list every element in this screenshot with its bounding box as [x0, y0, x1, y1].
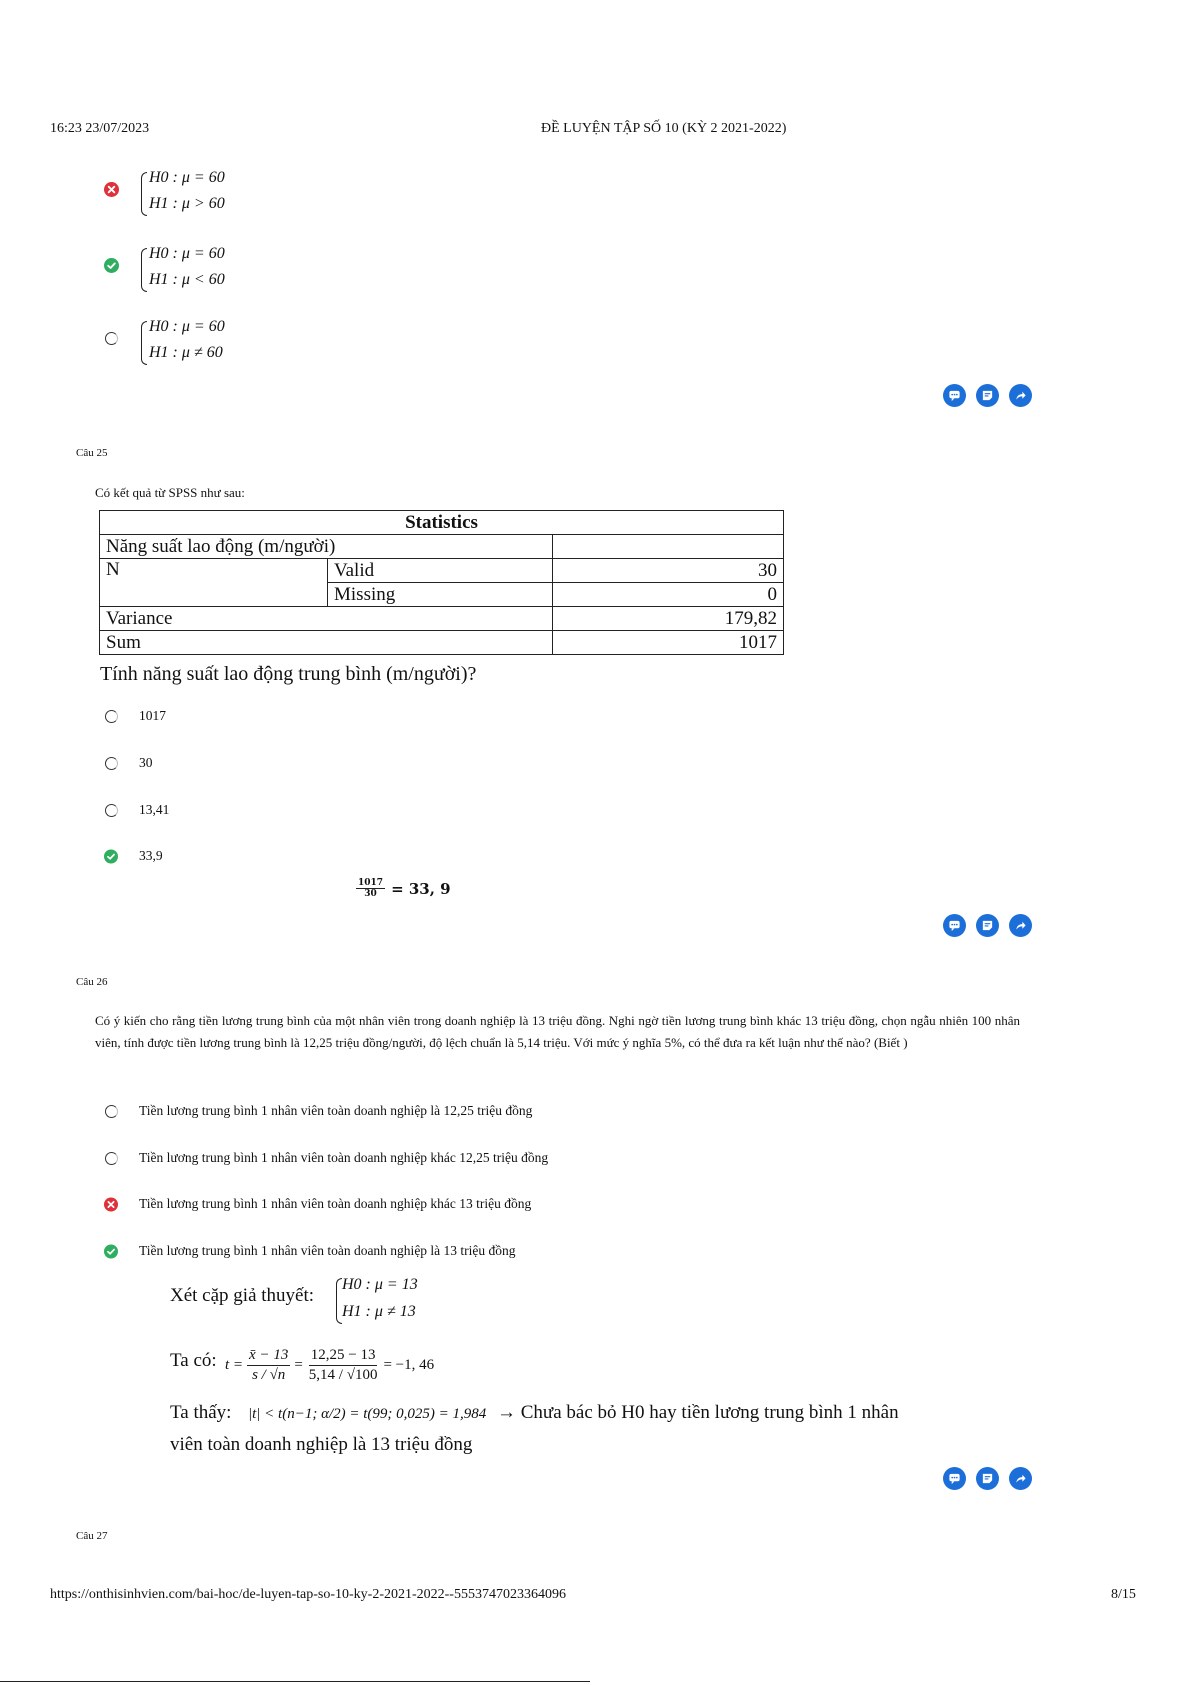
table-variable: Năng suất lao động (m/người) — [100, 535, 553, 559]
table-n-label: N — [100, 559, 328, 607]
q25-actions — [943, 914, 1032, 937]
wrong-icon — [104, 182, 119, 202]
q26-option-3[interactable] — [104, 1191, 531, 1217]
correct-icon — [104, 849, 118, 863]
option-text: Tiền lương trung bình 1 nhân viên toàn doanh nghiệp khác 13 triệu đồng — [139, 1196, 532, 1211]
print-datetime: 16:23 23/07/2023 — [50, 121, 150, 136]
t-num2: 12,25 − 13 — [309, 1346, 378, 1366]
share-icon[interactable] — [1009, 1467, 1032, 1490]
q26-option-2[interactable] — [104, 1145, 548, 1171]
comment-icon[interactable] — [943, 384, 966, 407]
option-text: Tiền lương trung bình 1 nhân viên toàn doanh nghiệp khác 12,25 triệu đồng — [139, 1150, 549, 1165]
solution-numerator: 1017 — [358, 878, 384, 888]
q25-label: Câu 25 — [76, 447, 108, 459]
q25-question: Tính năng suất lao động trung bình (m/người)? — [100, 663, 477, 685]
q24-option-3-h1: H1 : μ ≠ 60 — [149, 344, 223, 361]
table-sum-label: Sum — [100, 631, 553, 655]
t-result: = −1, 46 — [383, 1357, 435, 1373]
bottom-divider — [0, 1681, 590, 1682]
radio-icon — [105, 332, 118, 345]
note-icon[interactable] — [976, 384, 999, 407]
q26-option-4[interactable] — [104, 1238, 516, 1264]
table-valid-label: Valid — [328, 559, 553, 583]
share-icon[interactable] — [1009, 914, 1032, 937]
q26-question: Có ý kiến cho rằng tiền lương trung bình của một nhân viên trong doanh nghiệp là 13 triệu đồng. Nghi ngờ tiền lương trung bình khác 13 triệu đồng, chọn ngẫu nhiên 100 nhân viên, tính được tiền lương trung bình là 12,25 triệu đồng/người, độ lệch chuẩn là 5,14 triệu. Với mức ý nghĩa 5%, có thể đưa ra kết luận như thế nào? (Biết ) — [95, 1013, 1020, 1050]
t-den1: s / √n — [252, 1367, 286, 1383]
t-num1: x̄ − 13 — [247, 1346, 290, 1366]
radio-icon — [105, 710, 118, 723]
q24-option-2-h0: H0 : μ = 60 — [149, 245, 225, 262]
q24-option-3[interactable] — [104, 317, 344, 367]
solution-line4: viên toàn doanh nghiệp là 13 triệu đồng — [170, 1434, 473, 1455]
option-text: 13,41 — [139, 802, 170, 817]
option-text: Tiền lương trung bình 1 nhân viên toàn doanh nghiệp là 13 triệu đồng — [139, 1243, 516, 1258]
q24-option-1-h0: H0 : μ = 60 — [149, 169, 225, 186]
correct-icon — [104, 258, 119, 278]
q25-option-4[interactable] — [104, 843, 163, 869]
table-missing-label: Missing — [328, 583, 553, 607]
share-icon[interactable] — [1009, 384, 1032, 407]
q24-actions — [943, 384, 1032, 407]
radio-icon — [105, 1152, 118, 1165]
radio-icon — [105, 1105, 118, 1118]
t-lhs: t = — [225, 1357, 244, 1373]
comment-icon[interactable] — [943, 1467, 966, 1490]
solution-line3-label: Ta thấy: — [170, 1402, 232, 1423]
option-text: Tiền lương trung bình 1 nhân viên toàn doanh nghiệp là 12,25 triệu đồng — [139, 1103, 533, 1118]
note-icon[interactable] — [976, 1467, 999, 1490]
option-text: 33,9 — [139, 848, 163, 863]
page-url: https://onthisinhvien.com/bai-hoc/de-luyen-tap-so-10-ky-2-2021-2022--5553747023364096 — [50, 1587, 566, 1602]
q27-label: Câu 27 — [76, 1530, 108, 1542]
q26-actions — [943, 1467, 1032, 1490]
q26-label: Câu 26 — [76, 976, 108, 988]
spss-statistics-table — [99, 510, 784, 655]
solution-denominator: 30 — [364, 889, 377, 899]
correct-icon — [104, 1244, 118, 1258]
q25-option-3[interactable] — [104, 797, 169, 823]
page-number: 8/15 — [1111, 1587, 1136, 1602]
option-text: 1017 — [139, 708, 166, 723]
table-sum-value: 1017 — [553, 631, 784, 655]
solution-line3-conclusion: → Chưa bác bỏ H0 hay tiền lương trung bình 1 nhân — [497, 1402, 899, 1423]
solution-h1: H1 : μ ≠ 13 — [342, 1303, 416, 1320]
document-title: ĐỀ LUYỆN TẬP SỐ 10 (KỲ 2 2021-2022) — [541, 121, 787, 136]
q24-option-2-h1: H1 : μ < 60 — [149, 271, 225, 288]
q24-option-2[interactable] — [104, 244, 344, 294]
q25-intro: Có kết quả từ SPSS như sau: — [95, 485, 245, 500]
table-variance-value: 179,82 — [553, 607, 784, 631]
solution-result: = 33, 9 — [391, 879, 451, 898]
q26-option-1[interactable] — [104, 1098, 532, 1124]
table-title: Statistics — [100, 511, 784, 535]
note-icon[interactable] — [976, 914, 999, 937]
q25-solution — [356, 878, 451, 899]
q24-option-3-h0: H0 : μ = 60 — [149, 318, 225, 335]
t-den2: 5,14 / √100 — [308, 1367, 378, 1383]
option-text: 30 — [139, 755, 153, 770]
solution-t-formula: t = $\frac{x̄ - 13}{s / √n}$ = $\frac{12,25 - 13}{5,14 / √100}$ = −1, 46 — [225, 1347, 435, 1383]
q24-option-1-h1: H1 : μ > 60 — [149, 195, 225, 212]
table-missing-value: 0 — [553, 583, 784, 607]
solution-line3-formula: |t| < t(n−1; α/2) = t(99; 0,025) = 1,984 — [248, 1406, 487, 1422]
q25-option-2[interactable] — [104, 750, 153, 776]
solution-h0: H0 : μ = 13 — [342, 1276, 418, 1293]
radio-icon — [105, 804, 118, 817]
q25-option-1[interactable] — [104, 703, 166, 729]
comment-icon[interactable] — [943, 914, 966, 937]
wrong-icon — [104, 1197, 118, 1211]
solution-line1-label: Xét cặp giả thuyết: — [170, 1285, 315, 1306]
radio-icon — [105, 757, 118, 770]
table-variance-label: Variance — [100, 607, 553, 631]
solution-line2-label: Ta có: — [170, 1350, 217, 1371]
q24-option-1[interactable] — [104, 168, 344, 218]
table-valid-value: 30 — [553, 559, 784, 583]
